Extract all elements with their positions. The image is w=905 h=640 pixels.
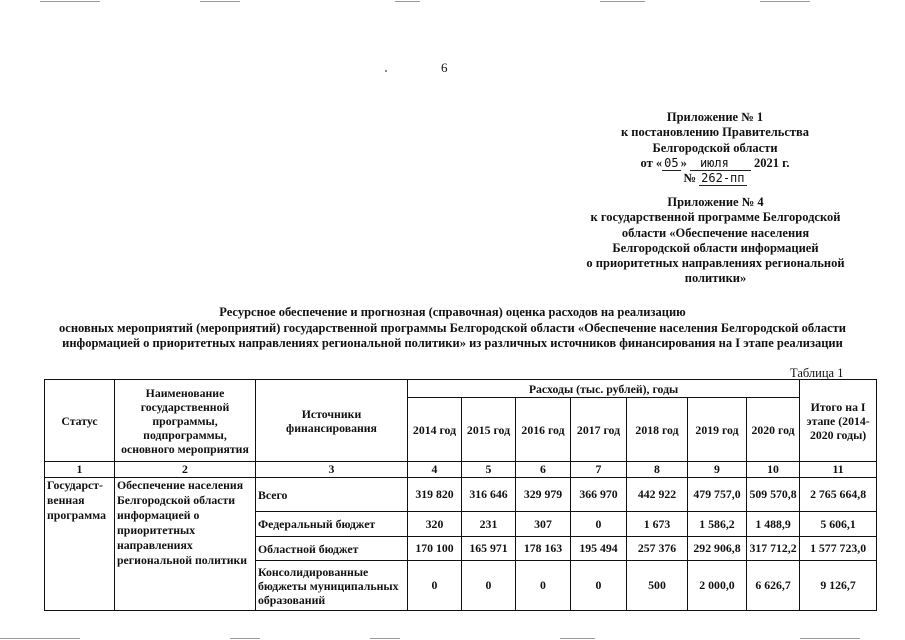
appendix-4-block — [578, 195, 853, 287]
header-year: 2017 год — [571, 398, 627, 462]
appendix-1-line: к постановлению Правительства — [620, 125, 810, 140]
column-index-row — [45, 462, 877, 478]
appendix-4-line: Белгородской области информацией — [612, 240, 819, 255]
value-cell: 320 — [408, 512, 462, 537]
value-cell: 509 570,8 — [747, 478, 800, 512]
program-cell: Обеспечение населения Белгородской области информацией о приоритетных направлениях региональной политики — [115, 478, 256, 611]
value-cell: 292 906,8 — [688, 537, 747, 561]
value-cell: 366 970 — [571, 478, 627, 512]
scan-speck — [385, 70, 387, 72]
heading-line: основных мероприятий (мероприятий) государственной программы Белгородской области «Обеспечение населения Белгородской области — [59, 320, 846, 335]
value-cell: 1 586,2 — [688, 512, 747, 537]
value-cell: 2 000,0 — [688, 561, 747, 611]
date-sep: » — [680, 155, 687, 170]
header-year: 2015 год — [462, 398, 516, 462]
header-year: 2014 год — [408, 398, 462, 462]
column-index: 7 — [571, 462, 627, 478]
value-cell: 500 — [627, 561, 688, 611]
value-cell: 479 757,0 — [688, 478, 747, 512]
total-cell: 1 577 723,0 — [800, 537, 877, 561]
header-year: 2020 год — [747, 398, 800, 462]
value-cell: 1 673 — [627, 512, 688, 537]
source-cell: Консолидированные бюджеты муниципальных образований — [256, 561, 408, 611]
appendix-1-date — [590, 156, 840, 171]
value-cell: 442 922 — [627, 478, 688, 512]
header-year: 2016 год — [516, 398, 571, 462]
appendix-4-line: к государственной программе Белгородской — [590, 210, 841, 225]
total-cell: 2 765 664,8 — [800, 478, 877, 512]
appendix-1-block — [590, 110, 840, 186]
column-index: 1 — [45, 462, 115, 478]
number-prefix: № — [683, 171, 697, 186]
value-cell: 0 — [408, 561, 462, 611]
value-cell: 231 — [462, 512, 516, 537]
header-total: Итого на I этапе (2014-2020 годы) — [800, 380, 877, 462]
value-cell: 319 820 — [408, 478, 462, 512]
date-month: июля — [690, 156, 751, 171]
number-value: 262-пп — [701, 171, 745, 186]
document-heading — [30, 305, 875, 352]
appendix-4-line: политики» — [684, 271, 747, 286]
source-cell: Всего — [256, 478, 408, 512]
date-prefix: от « — [640, 155, 663, 170]
column-index: 11 — [800, 462, 877, 478]
value-cell: 0 — [462, 561, 516, 611]
appendix-1-title: Приложение № 1 — [666, 110, 764, 124]
source-cell: Федеральный бюджет — [256, 512, 408, 537]
table-row — [45, 478, 877, 512]
header-year: 2019 год — [688, 398, 747, 462]
header-program: Наименование государственной программы, подпрограммы, основного мероприятия — [115, 380, 256, 462]
financing-table — [44, 379, 877, 611]
value-cell: 195 494 — [571, 537, 627, 561]
value-cell: 0 — [571, 561, 627, 611]
appendix-4-title: Приложение № 4 — [667, 195, 764, 209]
header-year: 2018 год — [627, 398, 688, 462]
date-year: 2021 г. — [753, 155, 790, 170]
date-day: 05 — [664, 155, 679, 170]
status-cell: Государст-венная программа — [45, 478, 115, 611]
page-number: 6 — [441, 60, 448, 75]
column-index: 3 — [256, 462, 408, 478]
value-cell: 165 971 — [462, 537, 516, 561]
header-sources: Источники финансирования — [256, 380, 408, 462]
scan-top-edge — [0, 0, 905, 3]
appendix-1-line: Белгородской области — [652, 140, 778, 155]
header-status: Статус — [45, 380, 115, 462]
total-cell: 9 126,7 — [800, 561, 877, 611]
column-index: 9 — [688, 462, 747, 478]
value-cell: 6 626,7 — [747, 561, 800, 611]
column-index: 8 — [627, 462, 688, 478]
total-cell: 5 606,1 — [800, 512, 877, 537]
value-cell: 0 — [571, 512, 627, 537]
value-cell: 170 100 — [408, 537, 462, 561]
header-expenses: Расходы (тыс. рублей), годы — [408, 380, 800, 398]
value-cell: 0 — [516, 561, 571, 611]
value-cell: 257 376 — [627, 537, 688, 561]
column-index: 4 — [408, 462, 462, 478]
column-index: 2 — [115, 462, 256, 478]
value-cell: 178 163 — [516, 537, 571, 561]
appendix-4-line: области «Обеспечение населения — [621, 225, 810, 240]
value-cell: 307 — [516, 512, 571, 537]
table-caption: Таблица 1 — [790, 366, 844, 380]
appendix-4-line: о приоритетных направлениях региональной — [586, 256, 845, 271]
heading-line: информацией о приоритетных направлениях региональной политики» из различных источников финансирования на I этапе реализации — [62, 336, 843, 350]
value-cell: 329 979 — [516, 478, 571, 512]
heading-line: Ресурсное обеспечение и прогнозная (справочная) оценка расходов на реализацию — [219, 305, 686, 319]
value-cell: 317 712,2 — [747, 537, 800, 561]
column-index: 10 — [747, 462, 800, 478]
value-cell: 1 488,9 — [747, 512, 800, 537]
column-index: 5 — [462, 462, 516, 478]
column-index: 6 — [516, 462, 571, 478]
appendix-1-number — [590, 171, 840, 186]
source-cell: Областной бюджет — [256, 537, 408, 561]
value-cell: 316 646 — [462, 478, 516, 512]
